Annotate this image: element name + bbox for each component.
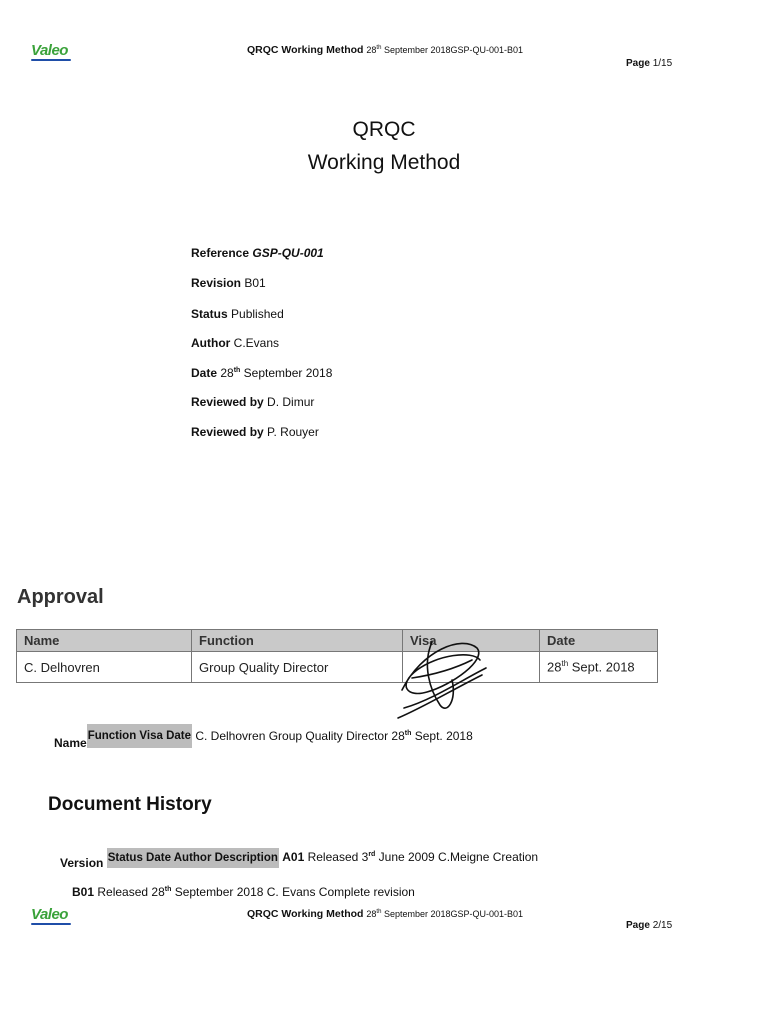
- page2-header-title: QRQC Working Method 28th September 2018GSP-QU-001-B01: [247, 908, 524, 920]
- history-highlight: Status Date Author Description: [107, 848, 279, 868]
- col-visa: Visa: [403, 630, 540, 652]
- cover-title-line2: Working Method: [307, 151, 461, 174]
- approval-date: 28th Sept. 2018: [540, 652, 658, 683]
- page-number-page2: Page 2/15: [626, 920, 673, 931]
- approval-table: [16, 629, 658, 683]
- approval-name: C. Delhovren: [17, 652, 192, 683]
- history-row-b01: B01 Released 28th September 2018 C. Evans Complete revision: [72, 885, 415, 899]
- approval-highlight: Function Visa Date: [87, 724, 192, 748]
- meta-reviewed-by-1: Reviewed by D. Dimur: [191, 395, 315, 409]
- col-name: Name: [17, 630, 192, 652]
- meta-date: Date 28th September 2018: [191, 366, 333, 380]
- valeo-logo-page2: Valeo: [31, 906, 68, 923]
- col-function: Function: [192, 630, 403, 652]
- approval-heading: Approval: [17, 586, 104, 608]
- meta-author: Author C.Evans: [191, 336, 280, 350]
- signature-image: [392, 630, 488, 722]
- approval-header-row: [17, 630, 658, 652]
- meta-reference: Reference GSP-QU-001: [191, 246, 324, 260]
- col-date: Date: [540, 630, 658, 652]
- approval-row: [17, 652, 658, 683]
- approval-function: Group Quality Director: [192, 652, 403, 683]
- valeo-logo: Valeo: [31, 42, 68, 59]
- meta-status: Status Published: [191, 307, 284, 321]
- doc-code-page2: GSP-QU-001-B01: [450, 909, 524, 919]
- page-number: Page 1/15: [626, 58, 673, 69]
- approval-text-row: NameFunction Visa Date C. Delhovren Group Quality Director 28th Sept. 2018: [54, 724, 473, 748]
- meta-revision: Revision B01: [191, 276, 266, 290]
- history-header-row: Version Status Date Author Description A01 Released 3rd June 2009 C.Meigne Creation: [60, 850, 539, 870]
- meta-reviewed-by-2: Reviewed by P. Rouyer: [191, 425, 319, 439]
- logo-swoosh-page2: [31, 923, 71, 925]
- header-title: QRQC Working Method 28th September 2018GSP-QU-001-B01: [247, 44, 524, 56]
- document-history-heading: Document History: [48, 794, 212, 815]
- cover-title-line1: QRQC: [352, 118, 416, 141]
- doc-code: GSP-QU-001-B01: [450, 45, 524, 55]
- logo-swoosh: [31, 59, 71, 61]
